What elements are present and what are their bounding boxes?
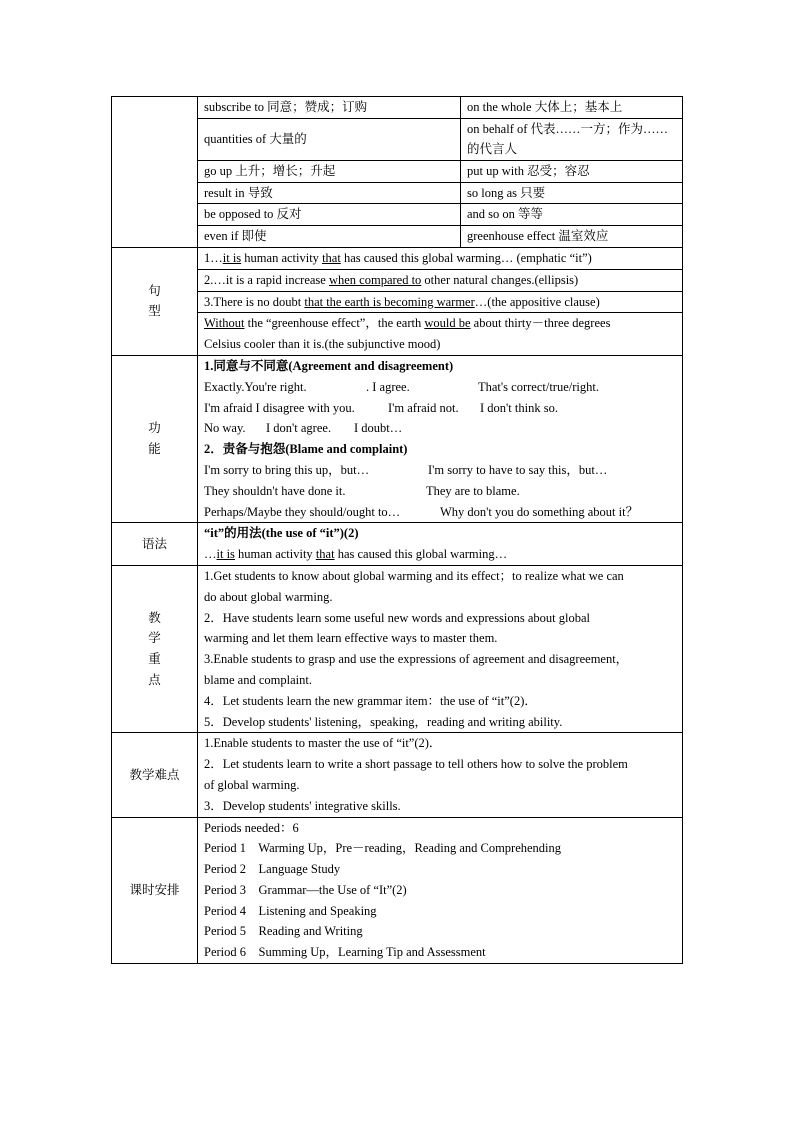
phrase-left: even if 即使 [198,226,461,247]
phrase-left: go up 上升；增长；升起 [198,160,461,182]
sentence-2: 2.…it is a rapid increase when compared to other natural changes.(ellipsis) [198,269,682,291]
schedule-cell [198,817,683,964]
difficulty-cell [198,733,683,817]
difficulty-row [112,733,683,817]
sentence-row [112,247,683,355]
schedule-line: Period 3 Grammar—the Use of “It”(2) [204,882,407,897]
function-line: No way. I don't agree. I doubt… [204,421,403,436]
focus-line: 3.Enable students to grasp and use the expressions of agreement and disagreement， [204,652,629,667]
difficulty-line: of global warming. [204,777,300,792]
function-label-char: 能 [148,442,161,457]
schedule-line: Period 4 Listening and Speaking [204,903,377,918]
sentence-label [112,247,198,355]
function-heading-2: 2．责备与抱怨(Blame and complaint) [204,442,408,457]
phrase-left: be opposed to 反对 [198,204,461,226]
sentence-label-char: 型 [148,304,161,319]
focus-line: warming and let them learn effective ways to master them. [204,631,498,646]
phrase-row [198,226,682,247]
phrase-right: and so on 等等 [461,204,683,226]
phrase-row [198,182,682,204]
schedule-label: 课时安排 [112,817,198,964]
phrases-table [198,97,682,247]
sentence-1: 1…it is human activity that has caused this global warming… (emphatic “it”) [204,250,592,265]
grammar-cell [198,523,683,566]
function-line: I'm afraid I disagree with you. I'm afraid not. I don't think so. [204,400,558,415]
focus-line: blame and complaint. [204,672,312,687]
phrase-left: subscribe to 同意；赞成；订购 [198,97,461,118]
function-line: I'm sorry to bring this up，but… I'm sorry to have to say this，but… [204,462,608,477]
focus-line: 1.Get students to know about global warming and its effect；to realize what we can [204,568,624,583]
focus-row [112,565,683,732]
function-row [112,355,683,522]
focus-label-char: 点 [148,672,161,687]
focus-cell [198,565,683,732]
grammar-title: “it”的用法(the use of “it”)(2) [204,526,359,541]
function-label-char: 功 [148,421,161,436]
function-line: Perhaps/Maybe they should/ought to… Why don't you do something about it？ [204,504,639,519]
lesson-plan-page [111,96,683,964]
focus-label-char: 重 [148,652,161,667]
sentence-4-line-2: Celsius cooler than it is.(the subjunctive mood) [204,337,441,352]
lesson-plan-table [111,96,683,964]
function-heading-1: 1.同意与不同意(Agreement and disagreement) [204,358,454,373]
focus-label-char: 教 [148,610,161,625]
phrase-row [198,160,682,182]
phrase-left: result in 导致 [198,182,461,204]
function-line: Exactly.You're right. . I agree. That's correct/true/right. [204,379,599,394]
phrases-cell [198,97,683,248]
schedule-line: Periods needed：6 [204,820,299,835]
phrase-right: on the whole 大体上；基本上 [461,97,683,118]
grammar-example: …it is human activity that has caused this global warming… [204,547,508,562]
phrase-left: quantities of 大量的 [198,118,461,160]
sentence-4 [198,312,682,355]
focus-label-char: 学 [148,631,161,646]
schedule-line: Period 2 Language Study [204,862,341,877]
sentence-4-line-1: Without the “greenhouse effect”，the earth would be about thirty－three degrees [204,316,611,331]
difficulty-line: 1.Enable students to master the use of “it”(2)． [204,736,442,751]
difficulty-line: 3．Develop students' integrative skills. [204,798,401,813]
schedule-line: Period 1 Warming Up，Pre－reading，Reading and Comprehending [204,841,562,856]
sentence-label-char: 句 [148,283,161,298]
schedule-line: Period 6 Summing Up，Learning Tip and Assessment [204,945,486,960]
phrase-right: put up with 忍受；容忍 [461,160,683,182]
phrase-row [198,97,682,118]
sentence-cell [198,247,683,355]
function-cell [198,355,683,522]
focus-line: 4．Let students learn the new grammar item：the use of “it”(2)． [204,693,537,708]
phrase-right: greenhouse effect 温室效应 [467,229,609,244]
phrase-right: so long as 只要 [461,182,683,204]
phrase-right: on behalf of 代表……一方；作为……的代言人 [461,118,683,160]
phrase-row [198,118,682,160]
schedule-row [112,817,683,964]
phrases-row [112,97,683,248]
focus-line: do about global warming. [204,589,333,604]
phrases-label-cell [112,97,198,248]
focus-line: 2．Have students learn some useful new words and expressions about global [204,610,591,625]
schedule-line: Period 5 Reading and Writing [204,924,363,939]
difficulty-label: 教学难点 [112,733,198,817]
grammar-row [112,523,683,566]
phrase-row [198,204,682,226]
function-line: They shouldn't have done it. They are to blame. [204,483,520,498]
sentence-3: 3.There is no doubt that the earth is becoming warmer…(the appositive clause) [198,291,682,313]
grammar-label: 语法 [112,523,198,566]
difficulty-line: 2．Let students learn to write a short passage to tell others how to solve the problem [204,757,628,772]
focus-line: 5．Develop students' listening，speaking，reading and writing ability. [204,714,563,729]
function-label [112,355,198,522]
focus-label [112,565,198,732]
